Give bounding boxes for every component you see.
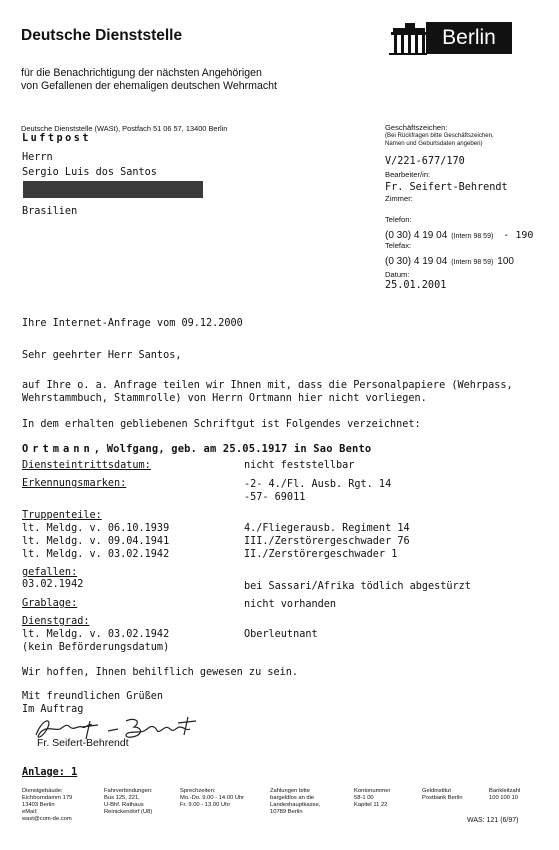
footer-payment: [270, 788, 320, 816]
footer-address-street: Eichborndamm 179: [22, 795, 73, 802]
footer-bank-code-value: 100 100 10: [489, 795, 519, 802]
address-country: Brasilien: [22, 206, 78, 217]
phone-extension: - 190: [503, 230, 534, 241]
sender-line: Deutsche Dienststelle (WASt), Postfach 51 06 57, 13400 Berlin: [21, 124, 228, 133]
person-details: , Wolfgang, geb. am 25.05.1917 in Sao Bento: [93, 443, 372, 455]
office-title: Deutsche Dienststelle: [21, 27, 183, 44]
footer-hours: [180, 788, 244, 809]
phone-label: Telefon:: [385, 215, 412, 224]
clerk-label: Bearbeiter/in:: [385, 170, 431, 179]
units-label: Truppenteile:: [22, 510, 102, 521]
footer-account-number: 58-1 00: [354, 795, 374, 802]
logo-wordmark: Berlin: [426, 22, 512, 54]
footer-address: [22, 788, 72, 823]
grave-label: Grablage:: [22, 598, 78, 609]
footer-payment-1: Zahlungen bitte: [270, 788, 310, 794]
footer-account: [354, 788, 390, 809]
footer-address-city: 13403 Berlin: [22, 802, 55, 809]
paragraph-2: In dem erhalten gebliebenen Schriftgut ist Folgendes verzeichnet:: [22, 419, 421, 430]
unit-date-2: lt. Meldg. v. 09.04.1941: [22, 536, 170, 547]
date-label: Datum:: [385, 270, 410, 279]
fax-extension: 100: [497, 256, 514, 267]
footer-hours-mon-thu: Mo.-Do. 9.00 - 14.00 Uhr: [180, 795, 245, 802]
reference-label: Geschäftszeichen:: [385, 123, 448, 132]
unit-name-2: III./Zerstörergeschwader 76: [244, 536, 410, 547]
footer-email: wast@com-de.com: [22, 816, 72, 823]
redacted-address: [23, 181, 203, 198]
fax-number: (0 30) 4 19 04: [385, 256, 448, 267]
closing-on-behalf: Im Auftrag: [22, 704, 84, 715]
id-tag-1: -2- 4./Fl. Ausb. Rgt. 14: [244, 479, 392, 490]
unit-date-3: lt. Meldg. v. 03.02.1942: [22, 549, 170, 560]
entry-date-value: nicht feststellbar: [244, 460, 355, 471]
death-label: gefallen:: [22, 567, 78, 578]
footer-transit-bus: Bus 125, 221,: [104, 795, 140, 802]
fax-line: [385, 251, 514, 269]
closing-hope: Wir hoffen, Ihnen behilflich gewesen zu sein.: [22, 667, 299, 678]
footer-transit-ubahn: U-Bhf. Rathaus: [104, 802, 144, 809]
footer-hours-fri: Fr. 9.00 - 13.00 Uhr: [180, 802, 231, 809]
footer-bank: [422, 788, 463, 802]
paragraph-1-line-2: Wehrstammbuch, Stammrolle) von Herrn Ortmann hier nicht vorliegen.: [22, 393, 427, 404]
footer-payment-2: bargeldlos an die: [270, 795, 315, 802]
fax-internal: (Intern 98 59): [451, 259, 494, 266]
unit-name-1: 4./Fliegerausb. Regiment 14: [244, 523, 410, 534]
fax-label: Telefax:: [385, 241, 412, 250]
id-tag-2: -57- 69011: [244, 492, 306, 503]
subject-line: Ihre Internet-Anfrage vom 09.12.2000: [22, 318, 243, 329]
person-surname: Ortmann: [22, 443, 94, 455]
rank-note: (kein Beförderungsdatum): [22, 642, 170, 653]
footer-address-label: Dienstgebäude:: [22, 788, 63, 794]
berlin-logo: [385, 20, 513, 58]
footer-hours-label: Sprechzeiten:: [180, 788, 216, 794]
footer-payment-4: 10789 Berlin: [270, 809, 303, 816]
grave-value: nicht vorhanden: [244, 599, 337, 610]
unit-name-3: II./Zerstörergeschwader 1: [244, 549, 398, 560]
phone-internal: (Intern 98 59): [451, 233, 494, 240]
greeting: Sehr geehrter Herr Santos,: [22, 350, 182, 361]
footer-bank-label: Geldinstitut: [422, 788, 451, 794]
footer-transit-station: Reinickendorf (U8): [104, 809, 153, 816]
person-line: [22, 443, 371, 455]
form-number: WAS: 121 (6/97): [467, 817, 519, 824]
address-salutation: Herrn: [22, 152, 53, 163]
enclosure-text: Anlage: 1: [22, 767, 78, 778]
date-value: 25.01.2001: [385, 280, 447, 291]
footer-account-label: Kontonummer: [354, 788, 391, 794]
rank-value: Oberleutnant: [244, 629, 318, 640]
rank-label: Dienstgrad:: [22, 616, 90, 627]
reference-value: V/221-677/170: [385, 156, 465, 167]
signer-name: Fr. Seifert-Behrendt: [37, 737, 129, 749]
brandenburg-gate-icon: [385, 20, 427, 58]
death-place: bei Sassari/Afrika tödlich abgestürzt: [244, 581, 471, 592]
footer-bank-name: Postbank Berlin: [422, 795, 463, 802]
office-subtitle-2: von Gefallenen der ehemaligen deutschen Wehrmacht: [21, 80, 277, 92]
footer-account-chapter: Kapitel 11 22: [354, 802, 388, 809]
id-tags-label: Erkennungsmarken:: [22, 478, 127, 489]
clerk-value: Fr. Seifert-Behrendt: [385, 182, 508, 193]
room-label: Zimmer:: [385, 194, 413, 203]
footer-bank-code-label: Bankleitzahl: [489, 788, 521, 794]
airmail-label: Luftpost: [22, 133, 92, 144]
footer-payment-3: Landeshauptkasse,: [270, 802, 321, 809]
phone-number: (0 30) 4 19 04: [385, 230, 448, 241]
footer-email-label: eMail:: [22, 809, 38, 816]
address-name: Sergio Luis dos Santos: [22, 167, 157, 178]
footer-transit: [104, 788, 153, 816]
reference-note-2: Namen und Geburtsdaten angeben): [385, 140, 483, 147]
office-subtitle-1: für die Benachrichtigung der nächsten Angehörigen: [21, 67, 262, 79]
footer-transit-label: Fahrverbindungen:: [104, 788, 153, 794]
footer-bank-code: [489, 788, 520, 802]
enclosure: [22, 767, 77, 778]
death-date: 03.02.1942: [22, 579, 84, 590]
closing-regards: Mit freundlichen Grüßen: [22, 691, 164, 702]
reference-note-1: (Bei Rückfragen bitte Geschäftszeichen,: [385, 132, 494, 139]
rank-date: lt. Meldg. v. 03.02.1942: [22, 629, 170, 640]
entry-date-label: Diensteintrittsdatum:: [22, 460, 151, 471]
unit-date-1: lt. Meldg. v. 06.10.1939: [22, 523, 170, 534]
paragraph-1-line-1: auf Ihre o. a. Anfrage teilen wir Ihnen mit, dass die Personalpapiere (Wehrpass,: [22, 380, 513, 391]
